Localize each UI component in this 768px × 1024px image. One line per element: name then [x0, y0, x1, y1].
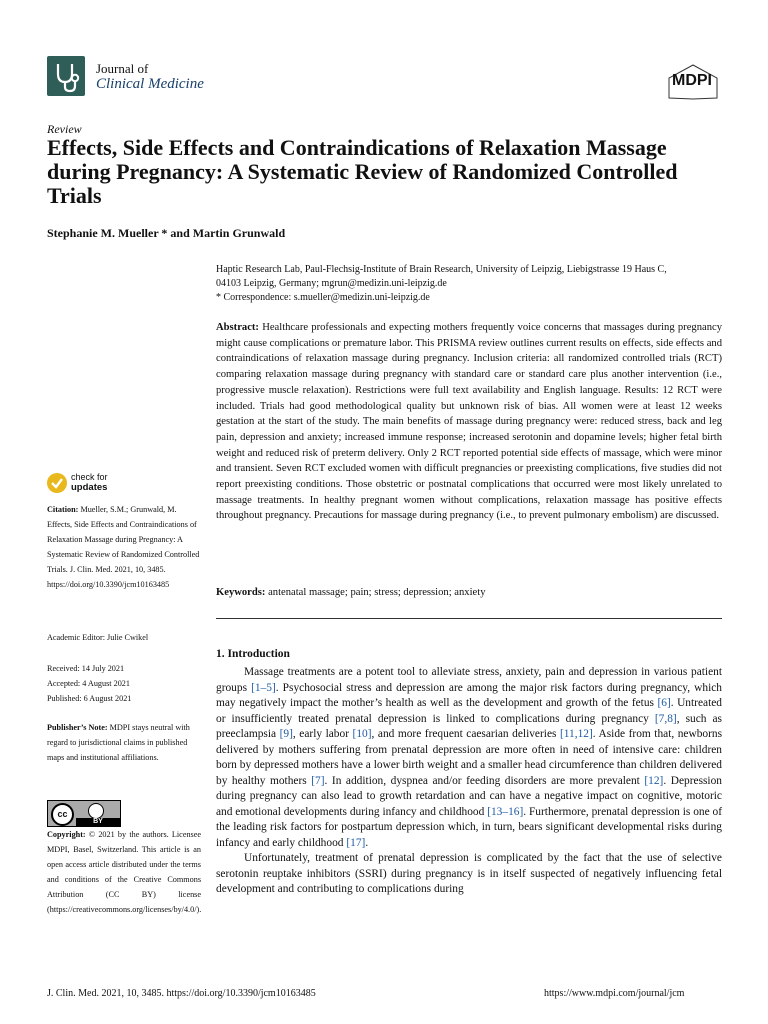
citation-link[interactable]: [10]: [352, 728, 372, 740]
journal-name: Clinical Medicine: [96, 76, 204, 92]
text-run: , such as preeclampsia: [216, 712, 722, 740]
keywords-label: Keywords:: [216, 587, 266, 598]
citation-link[interactable]: [7,8]: [654, 712, 677, 725]
citation-link[interactable]: [9]: [279, 728, 293, 740]
mdpi-logo[interactable]: [666, 64, 720, 100]
citation-link[interactable]: [7]: [311, 774, 325, 787]
intro-paragraph: [216, 665, 722, 851]
citation-link[interactable]: [1–5]: [251, 681, 276, 694]
introduction-body: [216, 665, 722, 898]
footer-citation: J. Clin. Med. 2021, 10, 3485. https://doi.org/10.3390/jcm10163485: [47, 988, 316, 999]
received-date: Received: 14 July 2021: [47, 664, 125, 673]
cc-by-license-badge[interactable]: [47, 800, 121, 827]
journal-of-label: Journal of: [96, 61, 149, 76]
publisher-note-text: MDPI stays neutral with regard to jurisdictional claims in published maps and institutional affiliations.: [47, 723, 190, 762]
author-list: Stephanie M. Mueller * and Martin Grunwald: [47, 226, 286, 240]
text-run: . Aside from that, newborns delivered by mothers suffering from prenatal depression are more often in need of intensive care: children born by depressed mothers have a lower birth weight and a smaller head circumference than children delivered by healthy mothers: [216, 728, 723, 787]
intro-paragraph: Unfortunately, treatment of prenatal depression is complicated by the fact that the use of selective serotonin reuptake inhibitors (SSRI) during pregnancy is in itself suspected of negatively influencing fetal development and contributing to complications during: [216, 852, 722, 895]
section-heading: 1. Introduction: [216, 648, 290, 660]
publisher-note-label: Publisher’s Note:: [47, 723, 108, 732]
article-title: Effects, Side Effects and Contraindications of Relaxation Massage during Pregnancy: A Systematic Review of Randomized Controlled Trials: [47, 135, 678, 208]
footer-journal-link[interactable]: https://www.mdpi.com/journal/jcm: [544, 988, 685, 999]
publisher-note: [47, 720, 201, 765]
text-run: . Psychosocial stress and depression are among the major risk factors during pregnancy, which may negatively impact the mother’s health as well as the development and growth of the fetus: [216, 681, 722, 709]
citation-text: Mueller, S.M.; Grunwald, M. Effects, Side Effects and Contraindications of Relaxation Massage during Pregnancy: A Systematic Review of Randomized Controlled Trials. J. Clin. Med. 2021, 10, 3485. https://doi.org/10.3390/jcm10163485: [47, 505, 200, 589]
citation-link[interactable]: [12]: [644, 774, 664, 787]
text-run: . Furthermore, prenatal depression is one of the leading risk factors for postpartum depression which, in turn, bears significant developmental risks during infancy and early childhood: [216, 805, 722, 849]
person-icon: [88, 803, 104, 819]
abstract-text: Healthcare professionals and expecting mothers frequently voice concerns that massages during pregnancy might cause complications or premature labor. This PRISMA review outlines current results on effects, side effects and contraindications of relaxation massage during pregnancy. Inclusion criteria: all randomized controlled trials (RCT) comparing relaxation massage during pregnancy with standard care or standard care plus another intervention (i.e., progressive muscle relaxation). Restrictions were full text availability and English language. Results: 12 RCT were included. Trials had good methodological quality but unknown risk of bias. All women were at least 12 weeks gestation at the start of the study. The main benefits of massage during pregnancy were: reduced stress, back and leg pain, depression and anxiety; increased immune response; increased serotonin and dopamine levels; higher fetal birth weight and reduced risk of preterm delivery. Only 2 RCT reported potential side effects of massage, which were minor and transient. Seven RCT excluded women with difficult pregnancies or preexisting complications, five studies did not report preexisting conditions. Those obstetric or postnatal complications that occurred were most likely unrelated to massage treatments. In healthy pregnant women without complications, relaxation massage has positive effects throughout pregnancy. Precautions for massage during pregnancy (i.e., to prevent pulmonary embolism) are discussed.: [216, 322, 722, 522]
dates-block: [47, 661, 201, 706]
citation-link[interactable]: [11,12]: [559, 728, 593, 740]
stethoscope-icon: [47, 56, 85, 96]
correspondence-line: * Correspondence: s.mueller@medizin.uni-leipzig.de: [216, 292, 430, 303]
check-for-updates-icon[interactable]: [47, 473, 67, 493]
text-run: . Depression during pregnancy can also lead to growth retardation and can have a negative impact on cognitive, motoric and emotional developments during infancy and childhood: [216, 774, 722, 818]
affiliation-block: [216, 263, 726, 305]
divider: [216, 618, 722, 619]
keywords: [216, 587, 722, 598]
citation-link[interactable]: [17]: [346, 836, 366, 849]
copyright-block: [47, 827, 201, 917]
updates-label[interactable]: updates: [71, 482, 108, 493]
abstract-label: Abstract:: [216, 322, 259, 333]
text-run: .: [365, 836, 369, 849]
abstract: [216, 320, 722, 524]
copyright-label: Copyright:: [47, 830, 86, 839]
published-date: Published: 6 August 2021: [47, 694, 132, 703]
citation-link[interactable]: [6]: [657, 697, 671, 709]
text-run: . Untreated or insufficiently treated prenatal depression is linked to complications during pregnancy: [216, 697, 722, 725]
by-label: BY: [76, 818, 120, 826]
citation-block: [47, 502, 201, 592]
citation-label: Citation:: [47, 505, 79, 514]
text-run: , early labor: [292, 728, 353, 740]
accepted-date: Accepted: 4 August 2021: [47, 679, 130, 688]
copyright-text: © 2021 by the authors. Licensee MDPI, Basel, Switzerland. This article is an open access article distributed under the terms and conditions of the Creative Commons Attribution (CC BY) license (https://creativecommons.org/licenses/by/4.0/).: [47, 830, 202, 914]
academic-editor: Academic Editor: Julie Cwikel: [47, 633, 149, 642]
article-type: Review: [47, 122, 82, 136]
text-run: , and more frequent caesarian deliveries: [371, 728, 560, 740]
affiliation-line: Haptic Research Lab, Paul-Flechsig-Institute of Brain Research, University of Leipzig, Liebigstrasse 19 Haus C,: [216, 264, 667, 275]
cc-icon: cc: [51, 803, 74, 826]
text-run: Massage treatments are a potent tool to alleviate stress, anxiety, pain and depression in various patient groups: [216, 666, 722, 694]
journal-logo: [47, 56, 85, 96]
text-run: . In addition, dyspnea and/or feeding disorders are more prevalent: [324, 774, 645, 787]
citation-link[interactable]: [13–16]: [487, 805, 524, 818]
check-for-label[interactable]: check for: [71, 472, 108, 482]
keywords-text: antenatal massage; pain; stress; depression; anxiety: [265, 587, 486, 598]
affiliation-line: 04103 Leipzig, Germany; mgrun@medizin.uni-leipzig.de: [216, 278, 447, 289]
mdpi-logo-text: MDPI: [672, 72, 712, 89]
